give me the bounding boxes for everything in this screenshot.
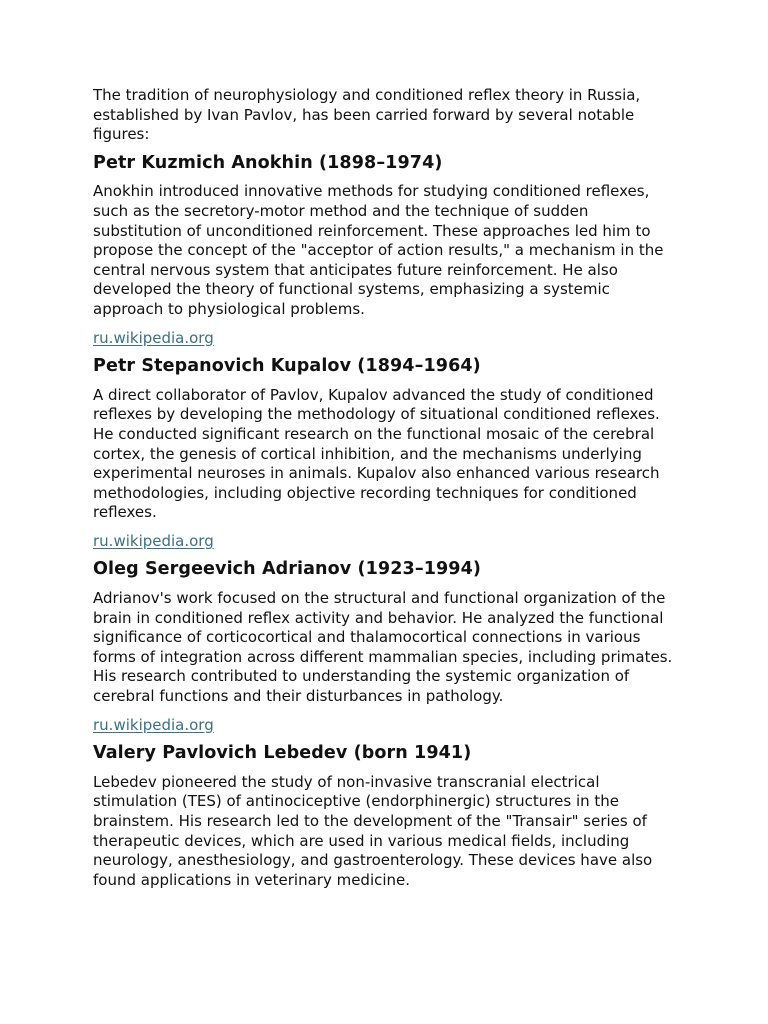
paragraph-adrianov: Adrianov's work focused on the structural and functional organization of the brain in conditioned reflex activity and behavior. He analyzed the functional significance of corticocortical and thalamocortical connections in various forms of integration across different mammalian species, including primates. His research contributed to understanding the systemic organization of cerebral functions and their disturbances in pathology. [93, 589, 673, 706]
paragraph-kupalov: A direct collaborator of Pavlov, Kupalov advanced the study of conditioned reflexes by developing the methodology of situational conditioned reflexes. He conducted significant research on the functional mosaic of the cerebral cortex, the genesis of cortical inhibition, and the mechanisms underlying experimental neuroses in animals. Kupalov also enhanced various research methodologies, including objective recording techniques for conditioned reflexes. [93, 385, 660, 522]
heading-adrianov: Oleg Sergeevich Adrianov (1923–1994) [93, 559, 481, 580]
source-link-adrianov[interactable]: ru.wikipedia.org [93, 715, 214, 734]
paragraph-anokhin: Anokhin introduced innovative methods for studying conditioned reflexes, such as the secretory-motor method and the technique of sudden substitution of unconditioned reinforcement. These approaches led him to propose the concept of the "acceptor of action results," a mechanism in the central nervous system that anticipates future reinforcement. He also developed the theory of functional systems, emphasizing a systemic approach to physiological problems. [93, 182, 664, 318]
source-link-kupalov[interactable]: ru.wikipedia.org [93, 531, 214, 550]
paragraph-lebedev: Lebedev pioneered the study of non-invasive transcranial electrical stimulation (TES) of antinociceptive (endorphinergic) structures in the brainstem. His research led to the development of the "Transair" series of therapeutic devices, which are used in various medical fields, including neurology, anesthesiology, and gastroenterology. These devices have also found applications in veterinary medicine. [93, 772, 653, 889]
heading-lebedev: Valery Pavlovich Lebedev (born 1941) [93, 743, 472, 764]
source-link-anokhin[interactable]: ru.wikipedia.org [93, 328, 214, 347]
heading-anokhin: Petr Kuzmich Anokhin (1898–1974) [93, 152, 443, 173]
intro-paragraph: The tradition of neurophysiology and conditioned reflex theory in Russia, established by Ivan Pavlov, has been carried forward by several notable figures: [93, 86, 641, 144]
heading-kupalov: Petr Stepanovich Kupalov (1894–1964) [93, 356, 481, 377]
